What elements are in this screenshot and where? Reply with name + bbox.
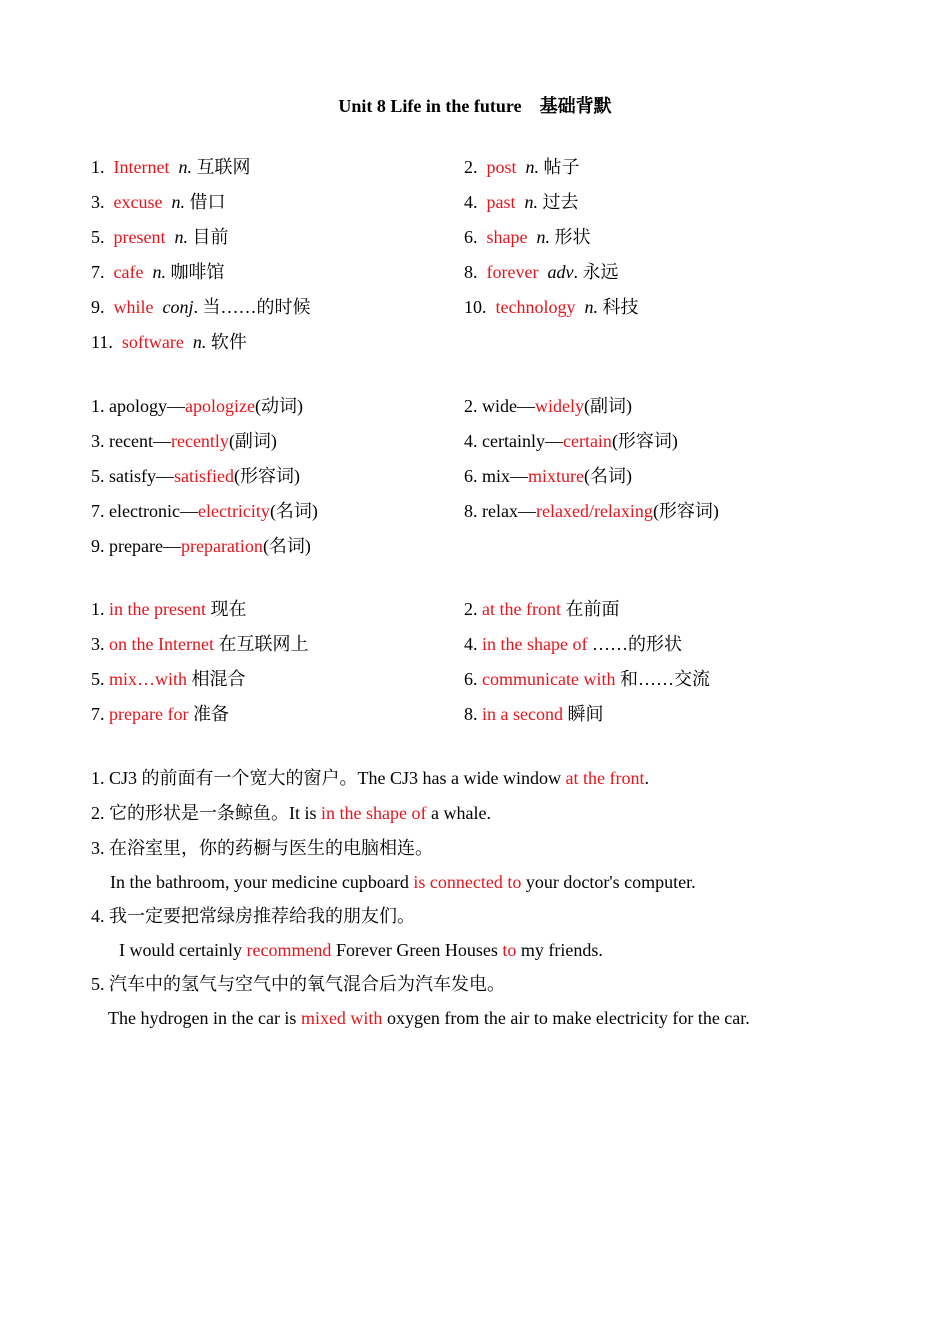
sentence-item: 1. CJ3 的前面有一个宽大的窗户。The CJ3 has a wide window at the front.	[91, 768, 649, 788]
phrase-item: 3. on the Internet 在互联网上	[91, 634, 309, 654]
phrase-item: 5. mix…with 相混合	[91, 669, 246, 689]
phrase-item: 2. at the front 在前面	[464, 599, 620, 619]
phrase-item: 8. in a second 瞬间	[464, 704, 604, 724]
word-item: 7. cafe n. 咖啡馆	[91, 262, 225, 282]
form-item: 6. mix—mixture(名词)	[464, 466, 633, 486]
sentence-chinese: 4. 我一定要把常绿房推荐给我的朋友们。	[91, 906, 415, 926]
form-item: 2. wide—widely(副词)	[464, 396, 632, 416]
sentence-chinese: 5. 汽车中的氢气与空气中的氧气混合后为汽车发电。	[91, 974, 505, 994]
form-item: 1. apology—apologize(动词)	[91, 396, 303, 416]
form-item: 8. relax—relaxed/relaxing(形容词)	[464, 501, 719, 521]
form-item: 3. recent—recently(副词)	[91, 431, 277, 451]
word-item: 1. Internet n. 互联网	[91, 157, 251, 177]
word-item: 6. shape n. 形状	[464, 227, 591, 247]
word-item: 10. technology n. 科技	[464, 297, 639, 317]
word-item: 4. past n. 过去	[464, 192, 579, 212]
sentence-item: 2. 它的形状是一条鲸鱼。It is in the shape of a whale.	[91, 803, 491, 823]
form-item: 9. prepare—preparation(名词)	[91, 536, 311, 556]
sentence-english: In the bathroom, your medicine cupboard is connected to your doctor's computer.	[110, 872, 696, 892]
sentence-english: The hydrogen in the car is mixed with oxygen from the air to make electricity for the car.	[108, 1008, 750, 1028]
phrase-item: 1. in the present 现在	[91, 599, 247, 619]
phrase-item: 7. prepare for 准备	[91, 704, 229, 724]
word-item: 3. excuse n. 借口	[91, 192, 226, 212]
sentence-chinese: 3. 在浴室里，你的药橱与医生的电脑相连。	[91, 838, 433, 858]
word-item: 9. while conj. 当……的时候	[91, 297, 311, 317]
sentence-english: I would certainly recommend Forever Green Houses to my friends.	[119, 940, 603, 960]
form-item: 4. certainly—certain(形容词)	[464, 431, 678, 451]
word-item: 8. forever adv. 永远	[464, 262, 619, 282]
phrase-item: 6. communicate with 和……交流	[464, 669, 710, 689]
page-title: Unit 8 Life in the future 基础背默	[338, 96, 612, 116]
word-item: 2. post n. 帖子	[464, 157, 580, 177]
phrase-item: 4. in the shape of ……的形状	[464, 634, 682, 654]
word-item: 11. software n. 软件	[91, 332, 247, 352]
word-item: 5. present n. 目前	[91, 227, 229, 247]
form-item: 5. satisfy—satisfied(形容词)	[91, 466, 300, 486]
form-item: 7. electronic—electricity(名词)	[91, 501, 318, 521]
